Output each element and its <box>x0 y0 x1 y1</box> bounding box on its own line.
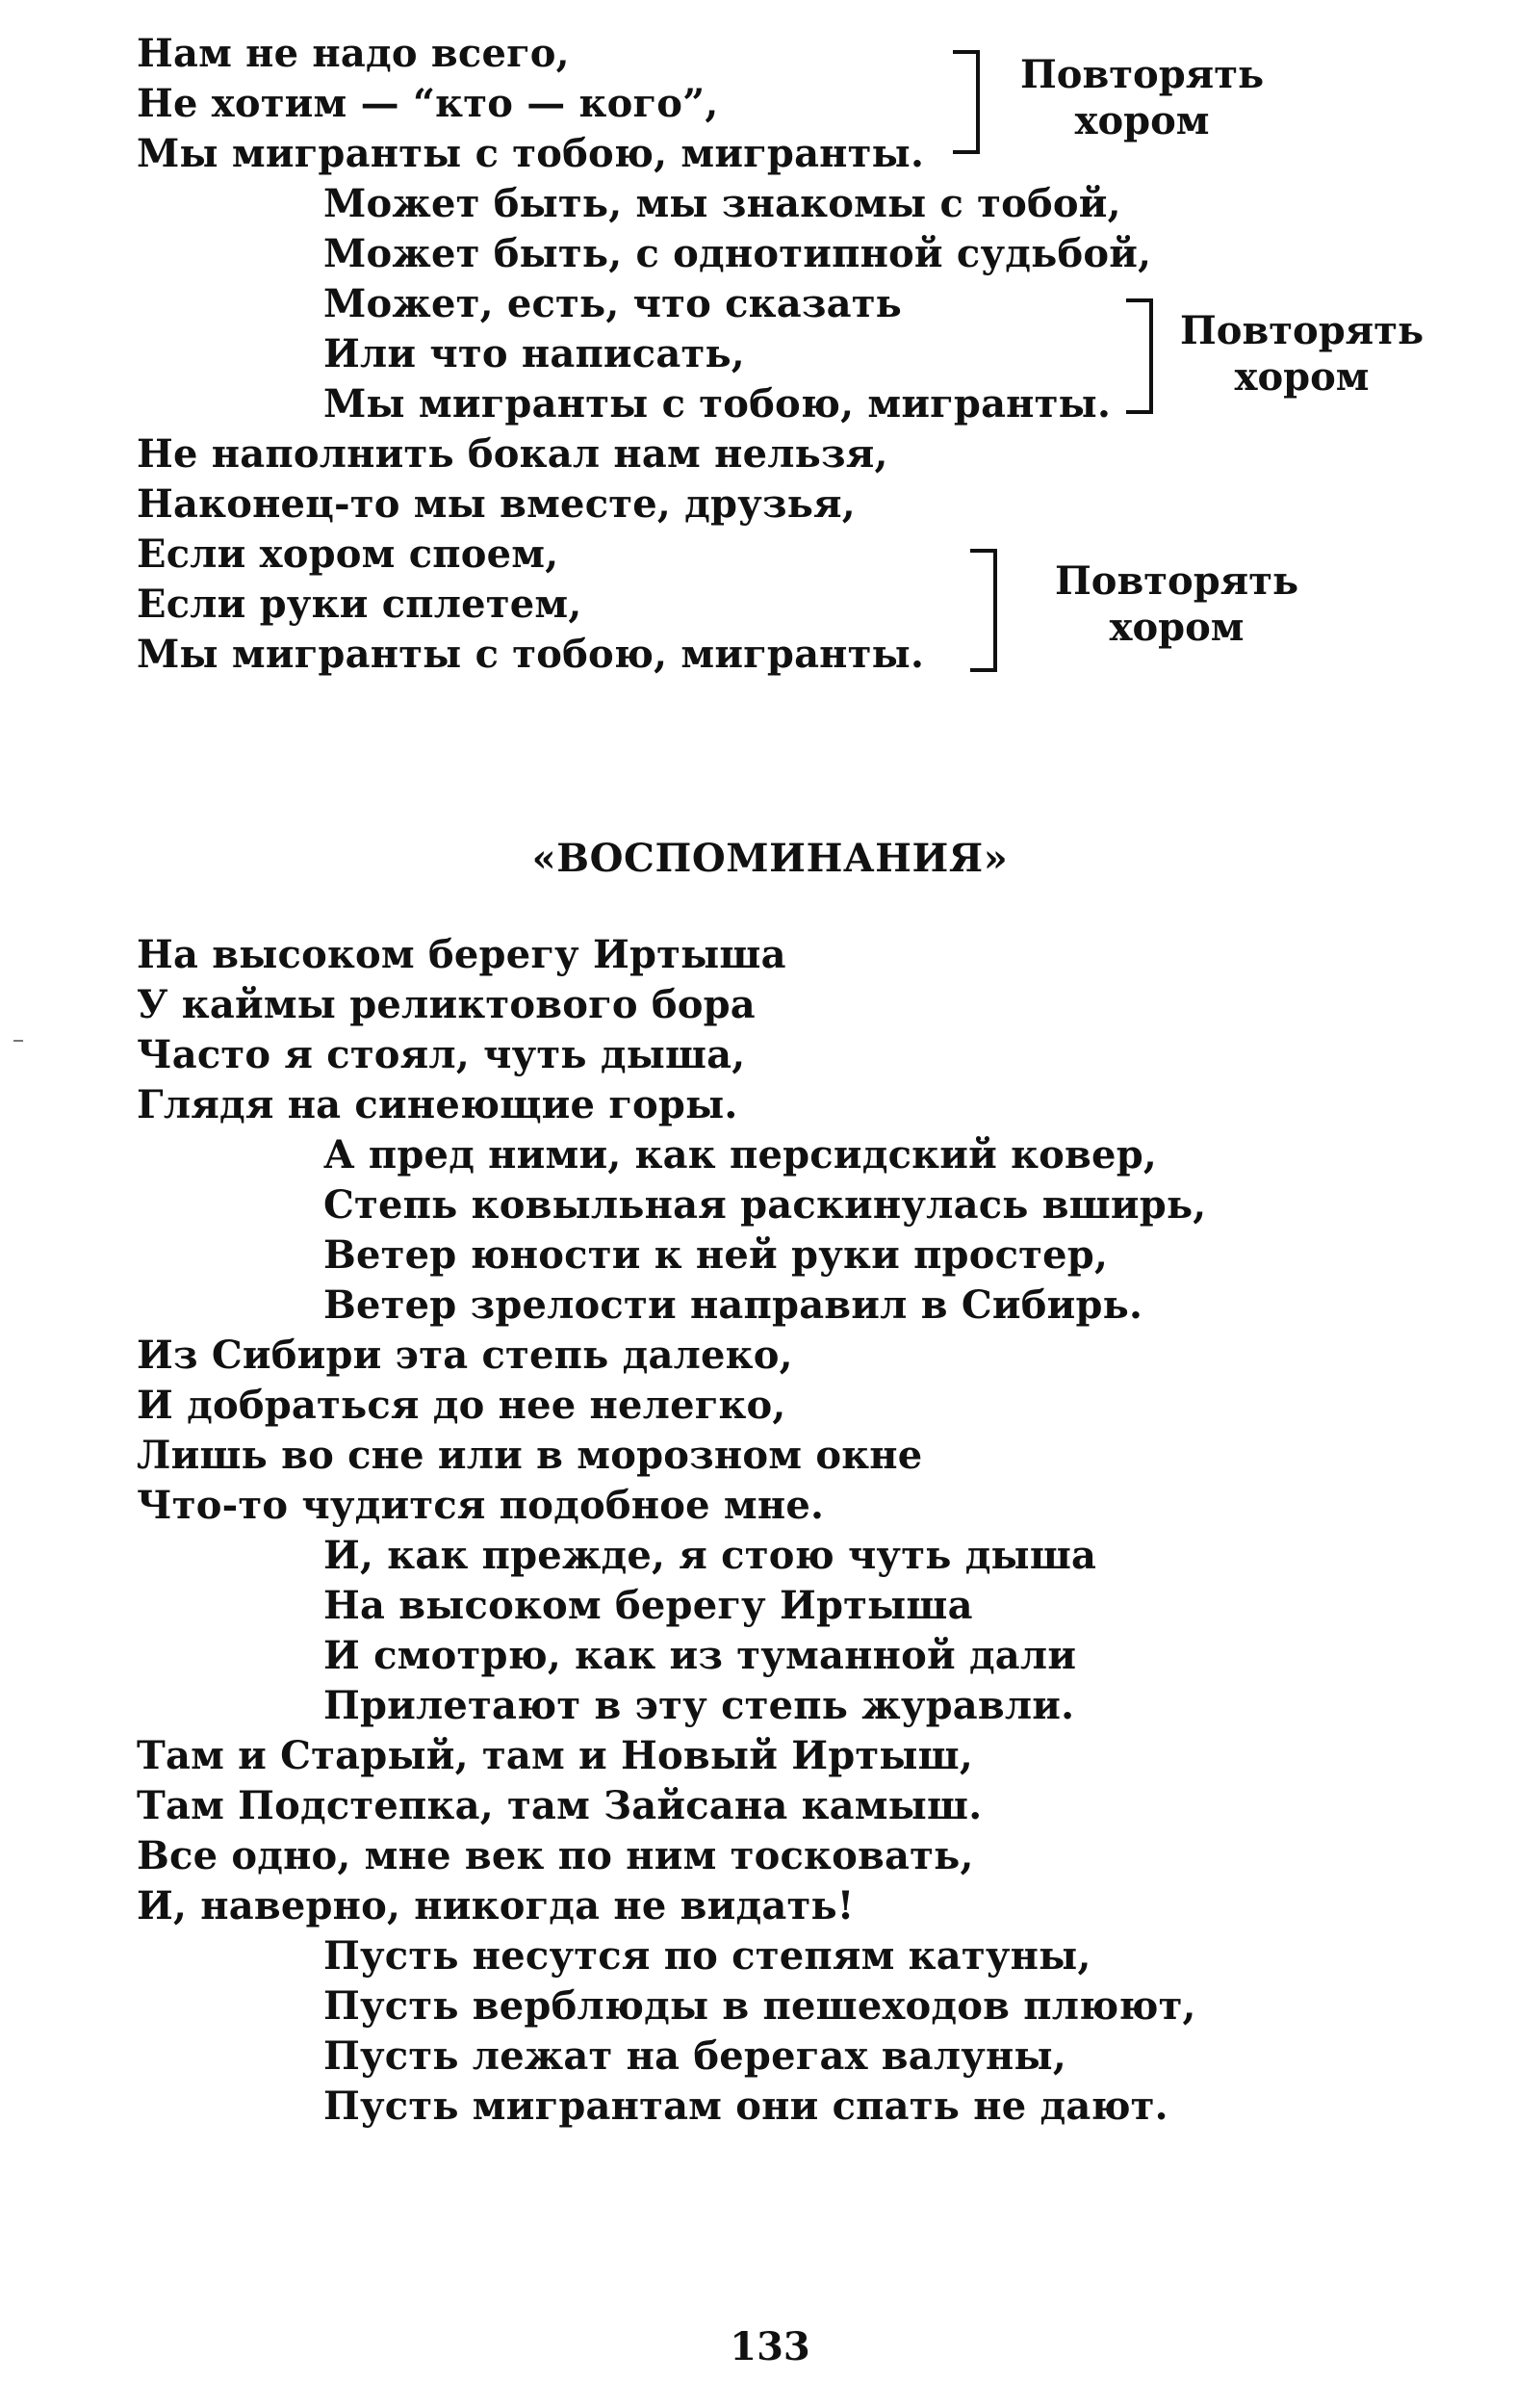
poem-line: Если хором споем, <box>137 531 559 577</box>
chorus-bracket <box>953 50 980 154</box>
scan-mark <box>13 1040 23 1042</box>
poem-line: Там и Старый, там и Новый Иртыш, <box>137 1733 973 1778</box>
poem-line: Там Подстепка, там Зайсана камыш. <box>137 1783 983 1828</box>
chorus-note <box>1020 52 1264 144</box>
chorus-note-line: хором <box>1074 98 1210 143</box>
poem-line: Ветер зрелости направил в Сибирь. <box>323 1282 1143 1328</box>
poem-line: Мы мигранты с тобою, мигранты. <box>137 632 925 677</box>
poem-line: И добраться до нее нелегко, <box>137 1383 786 1428</box>
poem-line: На высоком берегу Иртыша <box>323 1583 973 1628</box>
poem-line: Прилетают в эту степь журавли. <box>323 1683 1075 1728</box>
poem-line: Все одно, мне век по ним тосковать, <box>137 1833 974 1878</box>
poem-line: И, как прежде, я стою чуть дыша <box>323 1533 1097 1578</box>
poem-line: И смотрю, как из туманной дали <box>323 1633 1077 1678</box>
poem-line: Мы мигранты с тобою, мигранты. <box>137 131 925 176</box>
poem-line: Из Сибири эта степь далеко, <box>137 1333 793 1378</box>
poem-line: Что-то чудится подобное мне. <box>137 1483 825 1528</box>
poem-line: Наконец-то мы вместе, друзья, <box>137 481 856 527</box>
poem-line: Если руки сплетем, <box>137 582 582 627</box>
poem-line: Ветер юности к ней руки простер, <box>323 1232 1109 1278</box>
poem-line: Пусть мигрантам они спать не дают. <box>323 2083 1168 2129</box>
poem-line: Может быть, с однотипной судьбой, <box>323 231 1152 276</box>
poem-line: Пусть лежат на берегах валуны, <box>323 2033 1066 2079</box>
poem-line: У каймы реликтового бора <box>137 982 756 1027</box>
chorus-note-line: Повторять <box>1020 52 1265 97</box>
poem-line: Нам не надо всего, <box>137 31 570 76</box>
poem-line: А пред ними, как персидский ковер, <box>323 1132 1157 1178</box>
chorus-note-line: хором <box>1109 605 1245 650</box>
chorus-note-line: Повторять <box>1055 558 1299 604</box>
chorus-note <box>1180 308 1424 401</box>
poem-line: Пусть несутся по степям катуны, <box>323 1933 1091 1979</box>
poem-line: Степь ковыльная раскинулась вширь, <box>323 1182 1207 1228</box>
poem-line: Мы мигранты с тобою, мигранты. <box>323 381 1112 427</box>
poem-line: На высоком берегу Иртыша <box>137 932 786 977</box>
chorus-bracket <box>1126 298 1153 414</box>
chorus-note-line: Повторять <box>1180 308 1424 353</box>
poem-line: Часто я стоял, чуть дыша, <box>137 1032 746 1077</box>
poem-line: Глядя на синеющие горы. <box>137 1082 738 1127</box>
poem-line: Пусть верблюды в пешеходов плюют, <box>323 1983 1196 2029</box>
chorus-note-line: хором <box>1234 354 1370 400</box>
poem-line: Не наполнить бокал нам нельзя, <box>137 431 888 477</box>
poem-line: Не хотим — “кто — кого”, <box>137 81 719 126</box>
poem-line: И, наверно, никогда не видать! <box>137 1883 855 1928</box>
poem-line: Может быть, мы знакомы с тобой, <box>323 181 1121 226</box>
poem-line: Лишь во сне или в морозном окне <box>137 1433 923 1478</box>
page-number: 133 <box>730 2324 810 2369</box>
poem-line: Или что написать, <box>323 331 745 376</box>
chorus-note <box>1055 558 1298 651</box>
poem-line: Может, есть, что сказать <box>323 281 903 326</box>
poem-title: «ВОСПОМИНАНИЯ» <box>531 836 1009 881</box>
chorus-bracket <box>970 549 997 672</box>
